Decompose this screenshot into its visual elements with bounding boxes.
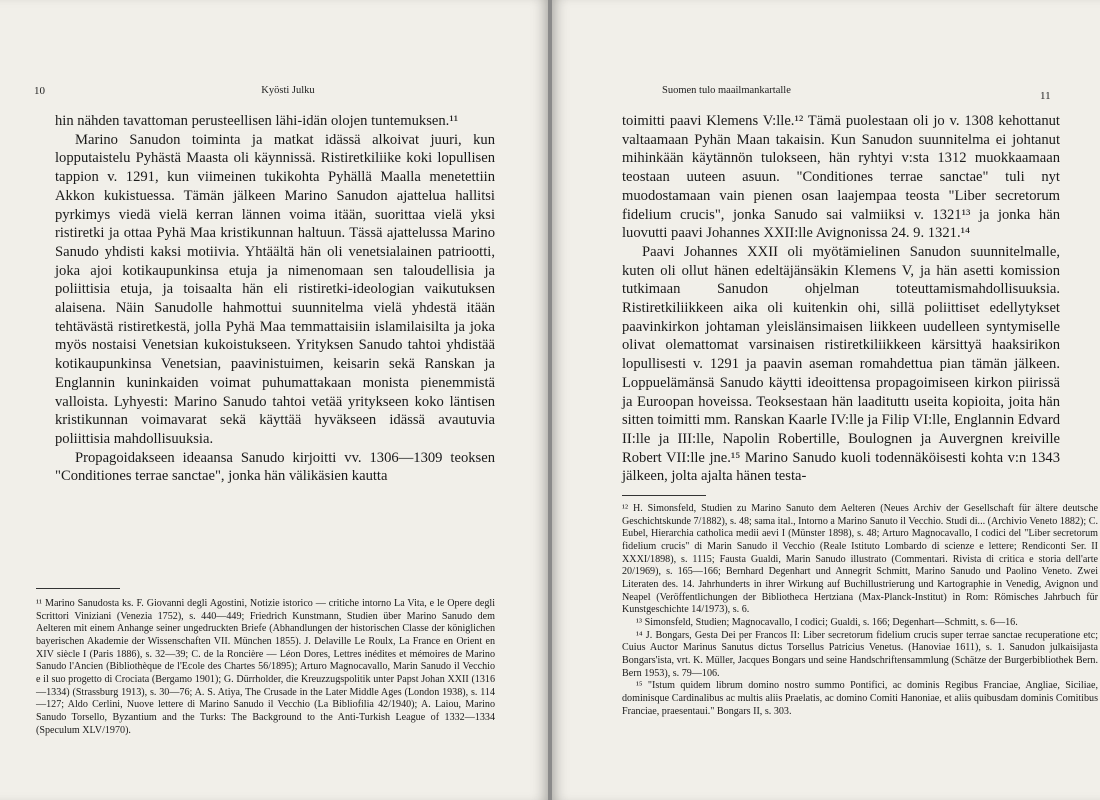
- right-paragraph-2: Paavi Johannes XXII oli myötämielinen Sanudon suunnitelmalle, kuten oli ollut hänen edeltäjänsäkin Klemens V, ja hän asetti komission tutkimaan Sanudon ohjelman toteuttamismahdollisuuksia. Ristiretkiliikkeen aika oli kuitenkin ohi, sillä poliittiset edellytykset paavinkirkon johtaman yleislänsimaisen liikkeen uudelleen syntymiselle olivat olemattomat varsinaisen ristiretkiliikkeen kärsittyä haaksirikon lopullisesti v. 1291 ja paavin aseman romahdettua pian tämän jälkeen. Loppuelämänsä Sanudo käytti ideoittensa propagoimiseen kirkon piirissä ja Euroopan hoveissa. Teoksestaan hän laadituttı useita kopioita, joita hän sitten toimitti mm. Ranskan Kaarle IV:lle ja Filip VI:lle, Englannin Edvard II:lle ja III:lle, Napolin Robertille, Boulognen ja Auvergnen kreiville Robert VII:lle jne.¹⁵ Marino Sanudo kuoli todennäköisesti kohta v:n 1343 jälkeen, jolta ajalta hänen testa-: [622, 243, 1060, 485]
- right-body-text: [622, 112, 1060, 486]
- footnote-11: ¹¹ Marino Sanudosta ks. F. Giovanni degli Agostini, Notizie istorico — critiche intorno La Vita, e le Opere degli Scrittori Viniziani (Venezia 1752), s. 440—449; Friedrich Kunstmann, Studien über Marino Sanudo dem Aelteren mit einem Anhange seiner ungedruckten Briefe (Abhandlungen der historischen Classe der königlichen bayerischen Akademie der Wissenschaften VII. München 1855). J. Delaville Le Roulx, La France en Orient en XIV siècle I (Paris 1886), s. 32—39; C. de la Roncière — Léon Dores, Lettres inédites et mémoires de Marino Sanudo l'Ancien (Bibliothèque de l'Ecole des Chartes 56/1895); Arturo Magnocavallo, Marin Sanudo il Vecchio e il suo progetto di Crociata (Bergamo 1901); G. Dürrholder, die Kreuzzugspolitik unter Papst Johan XXII (1316—1334) (Strassburg 1913), s. 30—76; A. S. Atiya, The Crusade in the Later Middle Ages (London 1938), s. 114—127; Aldo Cerlini, Nuove lettere di Marino Sanudo il Vecchio (La Bibliofilia 42/1940); A. Laiou, Marino Sanudo Torsello, Byzantium and the Turks: The Background to the Anti-Turkish League of 1332—1334 (Speculum XLV/1970).: [36, 598, 495, 736]
- right-page-number: 11: [1040, 90, 1051, 102]
- right-page: [552, 0, 1100, 800]
- footnote-12: ¹² H. Simonsfeld, Studien zu Marino Sanuto dem Aelteren (Neues Archiv der Gesellschaft für ältere deutsche Geschichtskunde 7/1882), s. 48; sama ital., Intorno a Marino Sanuto il Vecchio. Studi di... (Archivio Veneto 1882); C. Eubel, Hierarchia catholica medii aevi I (Münster 1898), s. 48; Arturo Magnocavallo, I codici del "Liber secretorum fidelium crucis" di Marin Sanudo il Vecchio (Reale Istituto Lombardo di scienze e lettere; Rendiconti Ser. II XXXI/1898), s. 1115; Fausta Gualdi, Marin Sanudo illustrato (Commentari. Rivista di critica e storia dell'arte 20/1969), s. 165—166; Bernhard Degenhart und Annegrit Schmitt, Marino Sanudo und Paolino Veneto. Zwei Literaten des. 14. Jahrhunderts in ihrer Wirkung auf Buchillustrierung und Kartographie in Venedig, Avignon und Neapel (Veröffentlichungen der Bibliotheca Hertziana (Max-Planck-Institut) in Rom: Römisches Jahrbuch für Kunstgeschichte 14/1973), s. 6.: [622, 503, 1098, 616]
- footnote-15: ¹⁵ "Istum quidem librum domino nostro summo Pontifici, ac dominis Regibus Franciae, Angliae, Siciliae, dominisque Cardinalibus ac multis aliis Praelatis, ac domino Comiti Hanoniae, et aliis quibusdam dominis Comitibus Franciae, praesentaui." Bongars II, s. 303.: [622, 680, 1098, 717]
- left-page-number: 10: [34, 85, 45, 97]
- footnote-14: ¹⁴ J. Bongars, Gesta Dei per Francos II: Liber secretorum fidelium crucis super terrae sanctae recuperatione etc; Cuius Auctor Marinus Sanutus dictus Torsellus Patricius Venetus. (Hanoviae 1611), s. 1. Sanudon julkaisijasta Bongars'ista, vrt. K. Müller, Jacques Bongars und seine Handschriftensammlung (Schätze der Burgerbibliothek Bern. Bern 1953), s. 79—106.: [622, 629, 1098, 679]
- left-paragraph-2: Marino Sanudon toiminta ja matkat idässä alkoivat juuri, kun lopputaistelu Pyhästä Maasta oli käynnissä. Ristiretkiliike koki lopullisen tappion v. 1291, kun viimeinen tukikohta Pyhällä Maalla menetettiin Akkon kukistuessa. Tämän jälkeen Marino Sanudon ajattelua hallitsi pyrkimys viedä vielä kerran lännen voima itään, suorittaa vielä yksi ristiretki ja ottaa Pyhä Maa kristikunnan haltuun. Tässä ajattelussa Marino Sanudo yhdisti kaksi motiivia. Yhtäältä hän oli venetsialainen patriootti, joka ajoi kotikaupunkinsa etuja ja nimenomaan sen taloudellisia ja poliittisia etuja, ja toisaalta hän eli ristiretki-ideologian vaikutuksen alaisena. Näin Sanudolle hahmottui suunnitelma vielä yhdestä itään tehtävästä ristiretkestä, jolla Pyhä Maa temmattaisiin islamilaisilta ja joka myös nostaisi Venetsian kukoistukseen. Yrityksen Sanudo tahtoi yhdistää kotikaupunkinsa Venetsian, paavinistuimen, keisarin sekä Ranskan ja Englannin kuninkaiden voimat puhumattakaan monista pienemmistä valloista. Lyhyesti: Marino Sanudo tahtoi vetää yritykseen koko läntisen kristikunnan voimavarat sekä käyttää hyväkseen idässä avautuvia poliittisia mahdollisuuksia.: [55, 131, 495, 447]
- left-paragraph-1: hin nähden tavattoman perusteellisen lähi-idän olojen tuntemuksen.¹¹: [55, 113, 459, 129]
- left-footnote-rule: [36, 588, 120, 589]
- left-footnotes: [36, 598, 495, 737]
- right-footnote-rule: [622, 495, 706, 496]
- right-paragraph-1: toimitti paavi Klemens V:lle.¹² Tämä puolestaan oli jo v. 1308 kehottanut valtaamaan Pyhän Maan takaisin. Kun Sanudon suunnitelma ei johtanut mihinkään käytännön tulokseen, hän ryhtyi v:sta 1312 muokkaamaan teostaan uuteen asuun. "Conditiones terrae sanctae" tuli nyt muodostamaan vain pienen osan laajempaa teosta "Liber secretorum fidelium crucis", jonka Sanudo sai valmiiksi v. 1321¹³ ja jonka hän luovutti paavi Johannes XXII:lle Avignonissa 24. 9. 1321.¹⁴: [622, 113, 1060, 242]
- right-footnotes: [622, 503, 1098, 718]
- right-running-head: Suomen tulo maailmankartalle: [662, 85, 791, 96]
- left-paragraph-3: Propagoidakseen ideaansa Sanudo kirjoitti vv. 1306—1309 teoksen "Conditiones terrae sanctae", jonka hän välikäsien kautta: [55, 449, 495, 485]
- left-body-text: [55, 112, 495, 486]
- left-page: [0, 0, 548, 800]
- left-running-head: Kyösti Julku: [261, 85, 315, 96]
- footnote-13: ¹³ Simonsfeld, Studien; Magnocavallo, I codici; Gualdi, s. 166; Degenhart—Schmitt, s. 6—16.: [636, 616, 1018, 628]
